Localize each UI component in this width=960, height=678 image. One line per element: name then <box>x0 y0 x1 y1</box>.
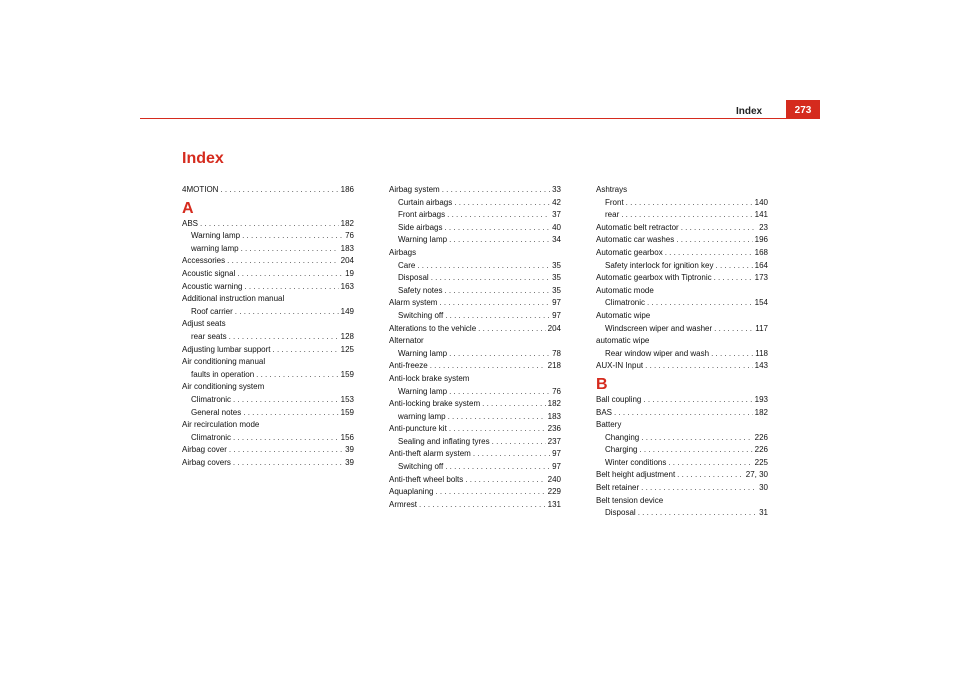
index-entry <box>596 247 768 260</box>
dot-leader <box>242 230 343 243</box>
entry-page-number: 76 <box>552 386 561 396</box>
col2-entry-list <box>389 184 561 511</box>
entry-page-number: 27, 30 <box>745 470 768 480</box>
entry-term: Climatronic <box>191 432 232 442</box>
col1-entry-list <box>182 218 354 470</box>
dot-leader <box>716 260 753 273</box>
entry-term: Safety interlock for ignition key <box>605 260 714 270</box>
dot-leader <box>454 197 550 210</box>
entry-page-number: 97 <box>552 462 561 472</box>
entry-term: Climatronic <box>191 394 232 404</box>
dot-leader <box>449 348 550 361</box>
dot-leader <box>668 457 752 470</box>
entry-term: Anti-locking brake system <box>389 399 481 409</box>
entry-page-number: 35 <box>552 273 561 283</box>
index-entry <box>389 260 561 273</box>
index-group-label: Air conditioning manual <box>182 357 266 367</box>
entry-page-number: 236 <box>547 424 561 434</box>
entry-term: Anti-freeze <box>389 361 428 371</box>
entry-term: Front airbags <box>398 210 446 220</box>
entry-term: Switching off <box>398 310 444 320</box>
index-group-label: Air conditioning system <box>182 382 265 392</box>
index-entry <box>182 281 354 294</box>
entry-term: ABS <box>182 218 199 228</box>
index-entry <box>389 360 561 373</box>
entry-page-number: 141 <box>754 210 768 220</box>
entry-page-number: 140 <box>754 197 768 207</box>
entry-page-number: 23 <box>759 222 768 232</box>
entry-page-number: 159 <box>340 369 354 379</box>
dot-leader <box>237 268 343 281</box>
entry-page-number: 76 <box>345 231 354 241</box>
dot-leader <box>233 394 339 407</box>
entry-page-number: 42 <box>552 197 561 207</box>
entry-term: Charging <box>605 445 638 455</box>
dot-leader <box>647 297 753 310</box>
dot-leader <box>419 499 546 512</box>
entry-page-number: 35 <box>552 260 561 270</box>
entry-term: 4MOTION <box>182 185 219 194</box>
entry-term: Changing <box>605 432 640 442</box>
entry-page-number: 35 <box>552 285 561 295</box>
header-title: Index <box>736 106 763 117</box>
dot-leader <box>256 369 338 382</box>
index-entry <box>389 184 561 197</box>
dot-leader <box>244 281 338 294</box>
entry-page-number: 182 <box>754 407 768 417</box>
entry-page-number: 168 <box>754 247 768 257</box>
index-entry <box>182 243 354 256</box>
letter-heading-b: B <box>596 375 608 393</box>
index-entry <box>389 272 561 285</box>
entry-term: Anti-theft alarm system <box>389 449 471 459</box>
entry-term: rear <box>605 210 620 220</box>
entry-page-number: 226 <box>754 432 768 442</box>
dot-leader <box>431 272 550 285</box>
entry-page-number: 225 <box>754 457 768 467</box>
index-column-2 <box>389 184 561 511</box>
dot-leader <box>711 348 753 361</box>
index-entry <box>596 457 768 470</box>
index-entry <box>596 234 768 247</box>
entry-page-number: 149 <box>340 306 354 316</box>
index-entry <box>182 230 354 243</box>
entry-term: Aquaplaning <box>389 487 434 497</box>
entry-term: Adjusting lumbar support <box>182 344 271 354</box>
dot-leader <box>639 444 752 457</box>
col3-entry-list-b <box>596 394 768 520</box>
entry-term: Automatic gearbox <box>596 247 663 257</box>
index-entry <box>389 197 561 210</box>
entry-page-number: 204 <box>547 323 561 333</box>
entry-page-number: 131 <box>547 499 561 509</box>
index-entry <box>182 268 354 281</box>
index-entry <box>596 482 768 495</box>
entry-term: Climatronic <box>605 298 646 308</box>
index-entry <box>596 222 768 235</box>
dot-leader <box>641 482 757 495</box>
entry-page-number: 226 <box>754 445 768 455</box>
dot-leader <box>233 457 343 470</box>
dot-leader <box>435 486 545 499</box>
entry-page-number: 164 <box>754 260 768 270</box>
entry-page-number: 97 <box>552 298 561 308</box>
dot-leader <box>200 218 339 231</box>
index-entry <box>182 394 354 407</box>
index-entry <box>389 386 561 399</box>
entry-term: AUX-IN Input <box>596 361 644 371</box>
dot-leader <box>243 407 338 420</box>
entry-term: Automatic belt retractor <box>596 222 679 232</box>
index-entry <box>389 209 561 222</box>
dot-leader <box>439 297 550 310</box>
entry-page-number: 240 <box>547 474 561 484</box>
entry-page-number: 118 <box>755 348 768 358</box>
index-entry <box>389 310 561 323</box>
dot-leader <box>641 432 752 445</box>
dot-leader <box>273 344 339 357</box>
dot-leader <box>492 436 546 449</box>
index-entry <box>596 209 768 222</box>
index-group-label: Additional instruction manual <box>182 294 285 304</box>
entry-term: warning lamp <box>398 411 446 421</box>
entry-term: Switching off <box>398 462 444 472</box>
index-entry <box>596 407 768 420</box>
entry-page-number: 196 <box>754 235 768 245</box>
letter-heading-a: A <box>182 199 194 217</box>
dot-leader <box>665 247 753 260</box>
index-group-label: Adjust seats <box>182 319 226 329</box>
entry-page-number: 33 <box>552 185 561 194</box>
dot-leader <box>449 234 550 247</box>
entry-term: Anti-theft wheel bolts <box>389 474 464 484</box>
entry-term: Acoustic warning <box>182 281 243 291</box>
index-group-label: Anti-lock brake system <box>389 373 470 383</box>
entry-term: Belt height adjustment <box>596 470 676 480</box>
index-entry <box>182 218 354 231</box>
entry-page-number: 182 <box>340 218 354 228</box>
entry-page-number: 34 <box>552 235 561 245</box>
index-entry <box>596 360 768 373</box>
entry-term: Automatic gearbox with Tiptronic <box>596 273 712 283</box>
index-group-label: Automatic mode <box>596 285 654 295</box>
index-entry <box>389 285 561 298</box>
entry-term: Rear window wiper and wash <box>605 348 710 358</box>
index-entry <box>389 486 561 499</box>
index-entry <box>596 323 768 336</box>
entry-term: General notes <box>191 407 242 417</box>
entry-term: Windscreen wiper and washer <box>605 323 713 333</box>
col1-top-list <box>182 184 354 197</box>
index-entry <box>182 255 354 268</box>
dot-leader <box>449 423 546 436</box>
entry-term: Airbag covers <box>182 457 231 467</box>
index-entry <box>596 260 768 273</box>
index-entry <box>389 222 561 235</box>
dot-leader <box>626 197 753 210</box>
dot-leader <box>449 386 550 399</box>
index-entry <box>182 344 354 357</box>
index-entry <box>389 499 561 512</box>
index-group-label: automatic wipe <box>596 336 650 346</box>
entry-term: Acoustic signal <box>182 268 236 278</box>
entry-term: Airbag system <box>389 185 440 194</box>
entry-term: Disposal <box>398 273 429 283</box>
dot-leader <box>417 260 550 273</box>
entry-term: Belt retainer <box>596 483 640 493</box>
entry-term: Roof carrier <box>191 306 233 316</box>
dot-leader <box>220 184 338 197</box>
dot-leader <box>714 323 753 336</box>
entry-page-number: 204 <box>340 256 354 266</box>
index-group-label: Belt tension device <box>596 495 664 505</box>
dot-leader <box>442 184 550 197</box>
entry-term: Safety notes <box>398 285 443 295</box>
index-entry <box>596 272 768 285</box>
index-group-label: Air recirculation mode <box>182 420 260 430</box>
entry-page-number: 153 <box>340 394 354 404</box>
index-entry <box>389 436 561 449</box>
entry-term: Accessories <box>182 256 226 266</box>
entry-page-number: 97 <box>552 310 561 320</box>
entry-term: Automatic car washes <box>596 235 675 245</box>
index-entry <box>182 306 354 319</box>
dot-leader <box>241 243 339 256</box>
index-entry <box>596 197 768 210</box>
index-entry <box>389 461 561 474</box>
index-entry <box>389 348 561 361</box>
entry-term: Front <box>605 197 624 207</box>
entry-term: Anti-puncture kit <box>389 424 447 434</box>
entry-term: Warning lamp <box>398 235 448 245</box>
index-entry <box>389 474 561 487</box>
entry-term: Warning lamp <box>398 386 448 396</box>
entry-term: Ball coupling <box>596 394 642 404</box>
dot-leader <box>227 255 339 268</box>
entry-page-number: 40 <box>552 222 561 232</box>
entry-page-number: 97 <box>552 449 561 459</box>
index-column-1 <box>182 184 354 469</box>
entry-page-number: 173 <box>754 273 768 283</box>
index-entry <box>182 432 354 445</box>
dot-leader <box>445 310 550 323</box>
dot-leader <box>714 272 753 285</box>
dot-leader <box>614 407 753 420</box>
entry-term: faults in operation <box>191 369 255 379</box>
index-group-label: Battery <box>596 420 622 430</box>
dot-leader <box>229 444 343 457</box>
entry-page-number: 39 <box>345 457 354 467</box>
entry-page-number: 229 <box>547 487 561 497</box>
dot-leader <box>677 469 744 482</box>
entry-page-number: 237 <box>547 436 561 446</box>
dot-leader <box>235 306 339 319</box>
index-entry <box>182 457 354 470</box>
entry-page-number: 128 <box>340 331 354 341</box>
dot-leader <box>447 209 550 222</box>
entry-page-number: 117 <box>755 323 768 333</box>
entry-page-number: 186 <box>340 185 354 194</box>
index-entry <box>389 448 561 461</box>
index-entry <box>596 394 768 407</box>
entry-term: Warning lamp <box>398 348 448 358</box>
index-entry <box>182 369 354 382</box>
page-number-badge: 273 <box>786 100 820 118</box>
entry-page-number: 78 <box>552 348 561 358</box>
dot-leader <box>638 507 757 520</box>
entry-page-number: 19 <box>345 268 354 278</box>
entry-term: Side airbags <box>398 222 443 232</box>
dot-leader <box>444 222 550 235</box>
header-rule <box>140 118 820 119</box>
dot-leader <box>448 411 546 424</box>
dot-leader <box>473 448 550 461</box>
entry-term: Winter conditions <box>605 457 667 467</box>
entry-term: Alterations to the vehicle <box>389 323 477 333</box>
index-entry <box>389 398 561 411</box>
index-group-label: Automatic wipe <box>596 310 651 320</box>
index-entry <box>389 423 561 436</box>
entry-term: Airbag cover <box>182 445 227 455</box>
entry-term: Alarm system <box>389 298 438 308</box>
dot-leader <box>229 331 339 344</box>
dot-leader <box>233 432 339 445</box>
entry-page-number: 156 <box>340 432 354 442</box>
entry-page-number: 183 <box>547 411 561 421</box>
entry-page-number: 193 <box>754 394 768 404</box>
entry-page-number: 159 <box>340 407 354 417</box>
index-entry <box>182 444 354 457</box>
index-group-label: Airbags <box>389 247 417 257</box>
dot-leader <box>430 360 546 373</box>
entry-term: Care <box>398 260 416 270</box>
entry-term: warning lamp <box>191 243 239 253</box>
entry-page-number: 182 <box>547 399 561 409</box>
entry-page-number: 218 <box>547 361 561 371</box>
index-entry <box>182 407 354 420</box>
index-entry <box>596 297 768 310</box>
index-entry <box>182 331 354 344</box>
index-entry <box>389 323 561 336</box>
col3-entry-list <box>596 184 768 373</box>
dot-leader <box>478 323 545 336</box>
entry-page-number: 183 <box>340 243 354 253</box>
index-group-label: Alternator <box>389 336 424 346</box>
entry-term: Armrest <box>389 499 417 509</box>
dot-leader <box>465 474 545 487</box>
index-entry <box>596 469 768 482</box>
entry-term: Warning lamp <box>191 231 241 241</box>
index-entry <box>182 184 354 197</box>
index-group-label: Ashtrays <box>596 185 628 194</box>
dot-leader <box>445 461 550 474</box>
index-entry <box>596 348 768 361</box>
entry-term: Sealing and inflating tyres <box>398 436 490 446</box>
entry-page-number: 143 <box>754 361 768 371</box>
entry-page-number: 31 <box>759 508 768 518</box>
dot-leader <box>482 398 545 411</box>
dot-leader <box>621 209 752 222</box>
entry-term: Disposal <box>605 508 636 518</box>
index-entry <box>596 444 768 457</box>
entry-term: BAS <box>596 407 613 417</box>
entry-page-number: 39 <box>345 445 354 455</box>
entry-term: Curtain airbags <box>398 197 453 207</box>
entry-page-number: 125 <box>340 344 354 354</box>
index-entry <box>596 432 768 445</box>
entry-page-number: 154 <box>754 298 768 308</box>
index-entry <box>389 234 561 247</box>
dot-leader <box>676 234 752 247</box>
index-heading: Index <box>182 150 224 167</box>
dot-leader <box>681 222 757 235</box>
dot-leader <box>643 394 752 407</box>
index-column-3 <box>596 184 768 520</box>
index-entry <box>389 297 561 310</box>
entry-page-number: 30 <box>759 483 768 493</box>
index-entry <box>596 507 768 520</box>
dot-leader <box>645 360 753 373</box>
dot-leader <box>444 285 550 298</box>
entry-page-number: 37 <box>552 210 561 220</box>
entry-page-number: 163 <box>340 281 354 291</box>
index-entry <box>389 411 561 424</box>
entry-term: rear seats <box>191 331 227 341</box>
